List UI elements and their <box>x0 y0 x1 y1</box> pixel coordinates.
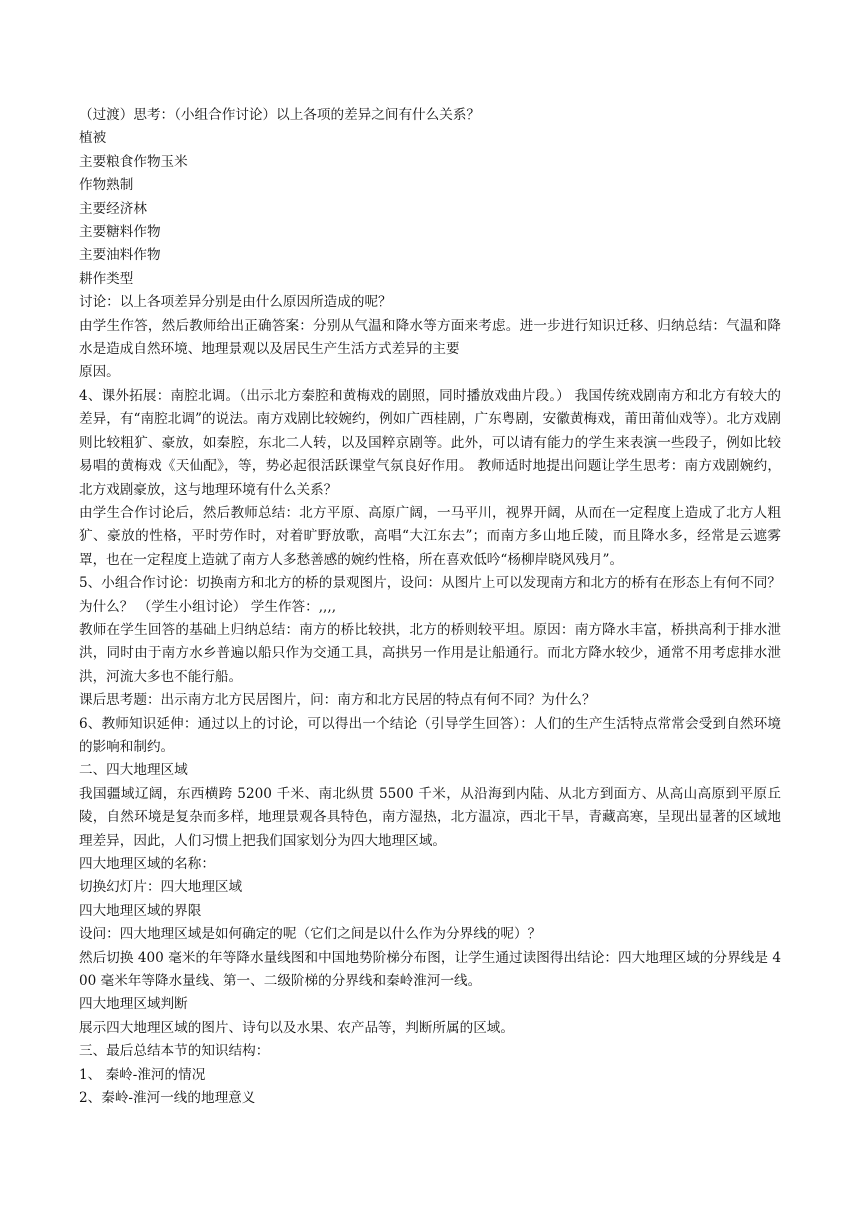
paragraph-territory: 我国疆域辽阔，东西横跨 5200 千米、南北纵贯 5500 千米，从沿海到内陆、从北方到面方、从高山高原到平原丘陵，自然环境是复杂而多样，地理景观各具特色，南方湿热，北方温凉，西北干旱，青藏高寒，呈现出显著的区域地理差异，因此，人们习惯上把我们国家划分为四大地理区域。 <box>79 785 781 849</box>
list-item-crop-cycle: 作物熟制 <box>79 177 134 194</box>
section-heading-summary: 三、最后总结本节的知识结构： <box>79 1043 270 1060</box>
paragraph-boundary-answer: 然后切换 400 毫米的年等降水量线图和中国地势阶梯分布图，让学生通过读图得出结论：四大地理区域的分界线是 400 毫米年等降水量线、第一、二级阶梯的分界线和秦岭淮河一线。 <box>79 949 781 990</box>
paragraph-opera-summary: 由学生合作讨论后，然后教师总结：北方平原、高原广阔，一马平川，视界开阔，从而在一定程度上造成了北方人粗犷、豪放的性格，平时劳作时，对着旷野放歌，高唱“大江东去”；而南方多山地丘陵，而且降水多，经常是云遮雾罩，也在一定程度上造就了南方人多愁善感的婉约性格，所在喜欢低吟“杨柳岸晓风残月”。 <box>79 504 781 568</box>
section-heading-four-regions: 二、四大地理区域 <box>79 762 188 779</box>
paragraph-answer: 由学生作答，然后教师给出正确答案：分别从气温和降水等方面来考虑。进一步进行知识迁移、归纳总结：气温和降水是造成自然环境、地理景观以及居民生产生活方式差异的主要 <box>79 317 781 358</box>
paragraph-bridge-discussion: 5、小组合作讨论：切换南方和北方的桥的景观图片，设问：从图片上可以发现南方和北方的桥有在形态上有何不同？为什么？ （学生小组讨论） 学生作答：,,,, <box>79 575 781 615</box>
list-item-farming-type: 耕作类型 <box>79 270 134 287</box>
paragraph-answer-end: 原因。 <box>79 364 120 381</box>
list-item-grain-crop: 主要粮食作物玉米 <box>79 153 188 170</box>
paragraph-boundary-question: 设问：四大地理区域是如何确定的呢（它们之间是以什么作为分界线的呢）？ <box>79 926 542 943</box>
paragraph-knowledge-extension: 6、教师知识延伸：通过以上的讨论，可以得出一个结论（引导学生回答）：人们的生产生活特点常常会受到自然环境的影响和制约。 <box>79 715 781 755</box>
paragraph-extension-opera: 4、课外拓展：南腔北调。（出示北方秦腔和黄梅戏的剧照，同时播放戏曲片段。） 我国传统戏剧南方和北方有较大的差异，有“南腔北调”的说法。南方戏剧比较婉约，例如广西桂剧，广东粤剧，安徽黄梅戏，莆田莆仙戏等）。北方戏剧则比较粗犷、豪放，如秦腔，东北二人转，以及国粹京剧等。此外，可以请有能力的学生来表演一些段子，例如比较易唱的黄梅戏《天仙配》，等，势必起很活跃课堂气氛良好作用。 教师适时地提出问题让学生思考：南方戏剧婉约，北方戏剧豪放，这与地理环境有什么关系？ <box>79 387 781 498</box>
list-item-sugar-crop: 主要糖料作物 <box>79 224 161 241</box>
list-item-oil-crop: 主要油料作物 <box>79 247 161 264</box>
subheading-region-judgement: 四大地理区域判断 <box>79 996 188 1013</box>
paragraph-homework: 课后思考题：出示南方北方民居图片，问：南方和北方民居的特点有何不同？为什么？ <box>79 692 596 709</box>
document-body <box>79 104 781 1110</box>
paragraph-slide-switch: 切换幻灯片：四大地理区域 <box>79 879 243 896</box>
paragraph-transition-question: （过渡）思考：（小组合作讨论）以上各项的差异之间有什么关系？ <box>79 107 481 123</box>
subheading-region-boundaries: 四大地理区域的界限 <box>79 902 202 919</box>
list-item-geographic-significance: 2、秦岭-淮河一线的地理意义 <box>79 1090 256 1107</box>
paragraph-bridge-summary: 教师在学生回答的基础上归纳总结：南方的桥比较拱，北方的桥则较平坦。原因：南方降水丰富，桥拱高利于排水泄洪，同时由于南方水乡普遍以船只作为交通工具，高拱另一作用是让船通行。而北方降水较少，通常不用考虑排水泄洪，河流大多也不能行船。 <box>79 621 781 685</box>
paragraph-discussion: 讨论：以上各项差异分别是由什么原因所造成的呢？ <box>79 294 392 311</box>
list-item-economic-forest: 主要经济林 <box>79 200 147 217</box>
paragraph-region-display: 展示四大地理区域的图片、诗句以及水果、农产品等，判断所属的区域。 <box>79 1019 514 1036</box>
list-item-vegetation: 植被 <box>79 130 107 147</box>
list-item-qinling-huaihe: 1、 秦岭-淮河的情况 <box>79 1066 206 1083</box>
subheading-region-names: 四大地理区域的名称： <box>79 856 215 872</box>
